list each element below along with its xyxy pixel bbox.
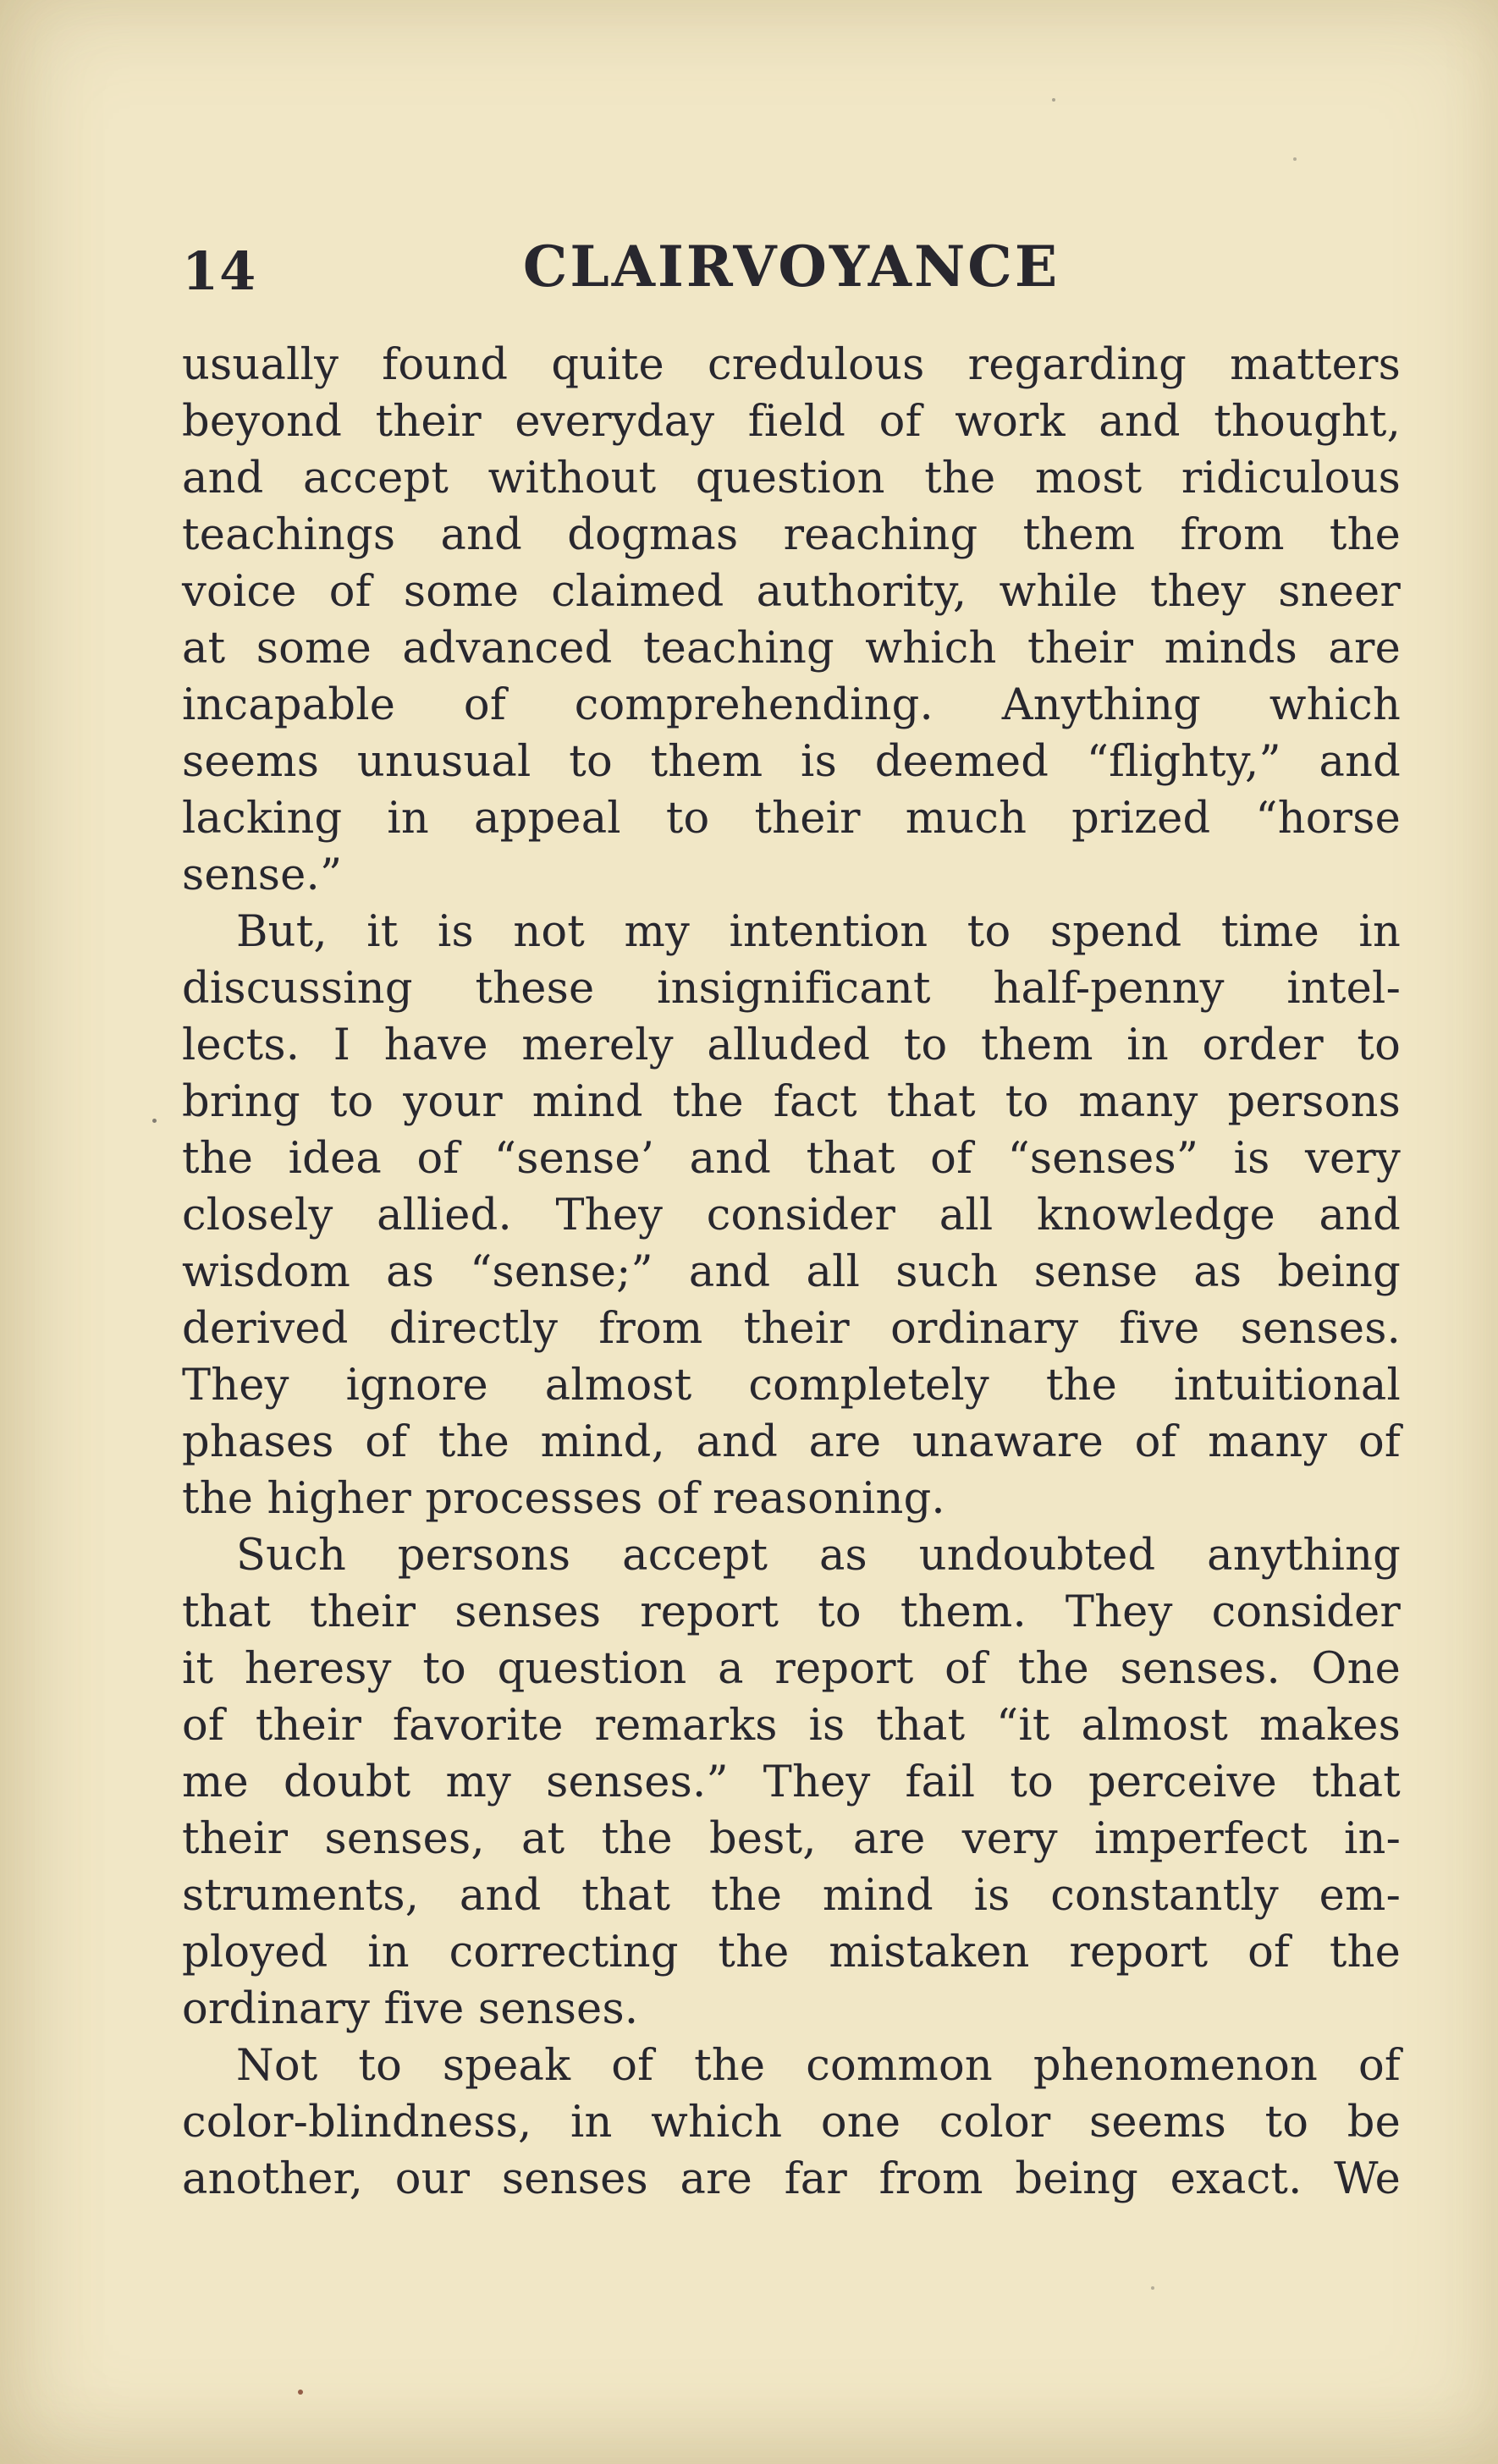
text-line: usually found quite credulous regarding matters [182, 340, 1401, 390]
body-text [182, 337, 1401, 2208]
text-line: it heresy to question a report of the senses. One [182, 1644, 1401, 1694]
text-line: that their senses report to them. They consider [182, 1587, 1401, 1637]
text-line: phases of the mind, and are unaware of many of [182, 1417, 1401, 1467]
paragraph [182, 337, 1401, 904]
text-line: another, our senses are far from being exact. We [182, 2154, 1401, 2204]
text-line: wisdom as “sense;” and all such sense as being [182, 1247, 1401, 1297]
text-line: seems unusual to them is deemed “flighty,” and [182, 737, 1401, 787]
text-line: voice of some claimed authority, while they sneer [182, 567, 1401, 617]
text-line: me doubt my senses.” They fail to perceive that [182, 1757, 1401, 1807]
text-line: sense.” [182, 850, 343, 900]
text-line: the higher processes of reasoning. [182, 1474, 945, 1524]
scan-speck [152, 1119, 157, 1123]
text-line: the idea of “sense’ and that of “senses” is very [182, 1134, 1401, 1184]
paragraph [182, 1527, 1401, 2038]
text-line: beyond their everyday field of work and thought, [182, 397, 1401, 447]
text-line: ployed in correcting the mistaken report of the [182, 1928, 1401, 1977]
text-line: at some advanced teaching which their minds are [182, 624, 1401, 674]
text-line: incapable of comprehending. Anything which [182, 680, 1401, 730]
text-line: lects. I have merely alluded to them in order to [182, 1020, 1401, 1070]
text-line: struments, and that the mind is constantly em- [182, 1871, 1401, 1921]
text-line: derived directly from their ordinary five senses. [182, 1304, 1401, 1354]
text-line: discussing these insignificant half-penny intel- [182, 964, 1401, 1014]
scan-speck [1151, 2286, 1154, 2290]
text-line: teachings and dogmas reaching them from the [182, 510, 1401, 560]
running-head [182, 234, 1401, 301]
scan-speck [1052, 98, 1055, 102]
scan-speck [298, 2390, 303, 2395]
text-line: their senses, at the best, are very imperfect in- [182, 1814, 1401, 1864]
text-line: They ignore almost completely the intuitional [182, 1361, 1401, 1411]
text-line: Not to speak of the common phenomenon of [236, 2041, 1401, 2091]
page-number: 14 [182, 240, 257, 302]
text-line: lacking in appeal to their much prized “horse [182, 794, 1401, 844]
paragraph [182, 904, 1401, 1527]
text-line: closely allied. They consider all knowledge and [182, 1191, 1401, 1240]
text-line: and accept without question the most ridiculous [182, 454, 1401, 503]
scan-speck [1293, 157, 1297, 161]
text-line: ordinary five senses. [182, 1984, 639, 2034]
text-line: bring to your mind the fact that to many persons [182, 1077, 1401, 1127]
text-line: But, it is not my intention to spend time in [236, 907, 1401, 957]
text-line: color-blindness, in which one color seems to be [182, 2098, 1401, 2148]
text-line: Such persons accept as undoubted anything [236, 1531, 1401, 1581]
text-line: of their favorite remarks is that “it almost makes [182, 1701, 1401, 1751]
page-title: CLAIRVOYANCE [522, 234, 1060, 300]
paragraph [182, 2038, 1401, 2208]
